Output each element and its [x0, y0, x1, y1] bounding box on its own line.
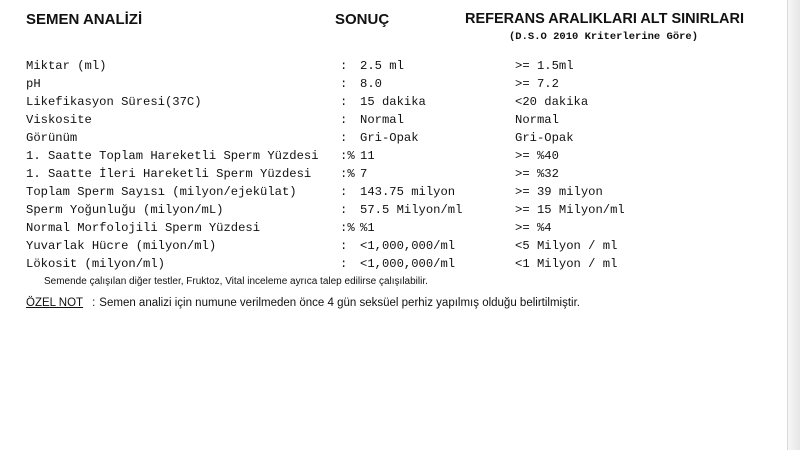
- row-label: Toplam Sperm Sayısı (milyon/ejekülat): [26, 185, 297, 199]
- table-row: [26, 147, 766, 165]
- row-separator: :: [340, 203, 348, 217]
- row-value: %1: [360, 221, 375, 235]
- row-reference: >= 15 Milyon/ml: [515, 203, 625, 217]
- row-reference: >= 7.2: [515, 77, 559, 91]
- row-value: Gri-Opak: [360, 131, 419, 145]
- results-table: [26, 57, 766, 273]
- page-edge: [787, 0, 800, 450]
- table-row: [26, 129, 766, 147]
- row-reference: >= %32: [515, 167, 559, 181]
- row-separator: :%: [340, 221, 355, 235]
- row-label: 1. Saatte İleri Hareketli Sperm Yüzdesi: [26, 167, 312, 181]
- row-reference: <5 Milyon / ml: [515, 239, 618, 253]
- row-separator: :: [340, 113, 348, 127]
- row-label: Viskosite: [26, 113, 92, 127]
- table-row: [26, 165, 766, 183]
- row-separator: :%: [340, 167, 355, 181]
- row-separator: :: [340, 185, 348, 199]
- row-value: Normal: [360, 113, 404, 127]
- table-row: [26, 255, 766, 273]
- row-label: Normal Morfolojili Sperm Yüzdesi: [26, 221, 261, 235]
- row-separator: :%: [340, 149, 355, 163]
- row-separator: :: [340, 131, 348, 145]
- table-row: [26, 183, 766, 201]
- reference-subtitle: (D.S.O 2010 Kriterlerine Göre): [509, 31, 699, 43]
- row-separator: :: [340, 59, 348, 73]
- row-value: 143.75 milyon: [360, 185, 456, 199]
- row-value: <1,000,000/ml: [360, 257, 456, 271]
- table-row: [26, 219, 766, 237]
- table-row: [26, 201, 766, 219]
- result-column-header: SONUÇ: [335, 11, 390, 28]
- row-reference: >= 1.5ml: [515, 59, 574, 73]
- row-value: 7: [360, 167, 368, 181]
- row-reference: >= %4: [515, 221, 552, 235]
- row-label: Lökosit (milyon/ml): [26, 257, 165, 271]
- special-note-label: ÖZEL NOT: [26, 297, 84, 309]
- row-separator: :: [340, 77, 348, 91]
- special-note-text: Semen analizi için numune verilmeden önce 4 gün seksüel perhiz yapılmış olduğu belirtilmiştir.: [99, 297, 580, 309]
- report-title: SEMEN ANALİZİ: [26, 11, 143, 28]
- row-label: Görünüm: [26, 131, 78, 145]
- row-label: Sperm Yoğunluğu (milyon/mL): [26, 203, 224, 217]
- row-reference: Normal: [515, 113, 559, 127]
- table-row: [26, 237, 766, 255]
- additional-tests-note: Semende çalışılan diğer testler, Fruktoz, Vital inceleme ayrıca talep edilirse çalışılabilir.: [44, 276, 428, 287]
- row-label: Yuvarlak Hücre (milyon/ml): [26, 239, 217, 253]
- row-reference: >= 39 milyon: [515, 185, 603, 199]
- row-label: pH: [26, 77, 41, 91]
- row-value: 8.0: [360, 77, 382, 91]
- row-separator: :: [340, 239, 348, 253]
- row-reference: <20 dakika: [515, 95, 589, 109]
- row-label: 1. Saatte Toplam Hareketli Sperm Yüzdesi: [26, 149, 319, 163]
- row-value: <1,000,000/ml: [360, 239, 456, 253]
- row-value: 11: [360, 149, 375, 163]
- row-reference: Gri-Opak: [515, 131, 574, 145]
- row-reference: >= %40: [515, 149, 559, 163]
- special-note-colon: :: [92, 297, 96, 309]
- row-value: 15 dakika: [360, 95, 426, 109]
- row-label: Likefikasyon Süresi(37C): [26, 95, 202, 109]
- table-row: [26, 75, 766, 93]
- table-row: [26, 93, 766, 111]
- row-separator: :: [340, 257, 348, 271]
- table-row: [26, 57, 766, 75]
- row-value: 57.5 Milyon/ml: [360, 203, 463, 217]
- table-row: [26, 111, 766, 129]
- row-reference: <1 Milyon / ml: [515, 257, 618, 271]
- row-separator: :: [340, 95, 348, 109]
- special-note: [26, 297, 580, 309]
- row-label: Miktar (ml): [26, 59, 107, 73]
- reference-column-header: REFERANS ARALIKLARI ALT SINIRLARI: [465, 11, 744, 27]
- row-value: 2.5 ml: [360, 59, 404, 73]
